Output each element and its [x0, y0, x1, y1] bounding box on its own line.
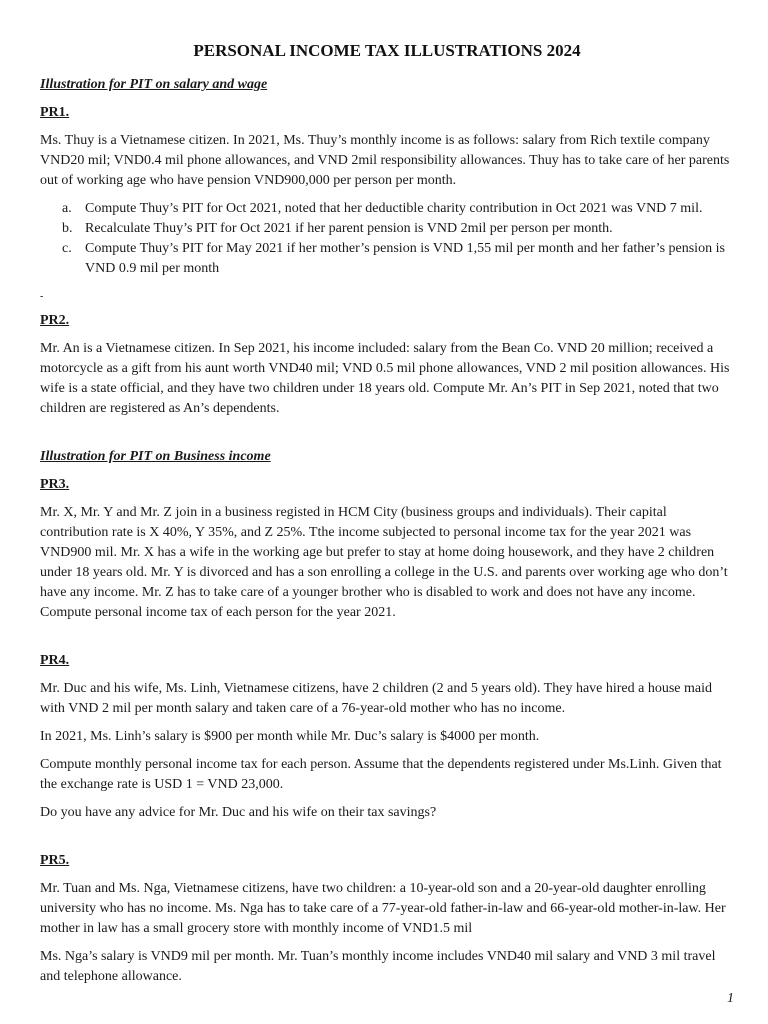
problem-heading-pr1: PR1. [40, 105, 70, 120]
task-text: Compute Thuy’s PIT for May 2021 if her mother’s pension is VND 1,55 mil per month and her father’s pension is VND 0.9 mil per month [85, 241, 725, 276]
problem-paragraph: Mr. Tuan and Ms. Nga, Vietnamese citizens, have two children: a 10-year-old son and a 20-year-old daughter enrolling university who has no income. Ms. Nga has to take care of a 77-year-old father-in-law and 66-year-old mother-in-law. Her mother in law has a small grocery store with monthly income of VND1.5 mil [40, 881, 726, 936]
task-text: Compute Thuy’s PIT for Oct 2021, noted that her deductible charity contribution in Oct 2021 was VND 7 mil. [85, 201, 703, 216]
problem-paragraph: Do you have any advice for Mr. Duc and his wife on their tax savings? [40, 805, 437, 820]
section-heading-business: Illustration for PIT on Business income [40, 449, 271, 464]
problem-heading-pr3: PR3. [40, 477, 70, 492]
task-item [40, 199, 734, 219]
spacer [40, 631, 734, 651]
task-marker: a. [62, 201, 72, 216]
task-marker: b. [62, 221, 73, 236]
document-title: PERSONAL INCOME TAX ILLUSTRATIONS 2024 [193, 41, 581, 60]
task-marker: c. [62, 241, 72, 256]
problem-heading-pr5: PR5. [40, 853, 70, 868]
task-text: Recalculate Thuy’s PIT for Oct 2021 if her parent pension is VND 2mil per person per month. [85, 221, 613, 236]
task-list-pr1 [40, 199, 734, 279]
problem-paragraph: Compute monthly personal income tax for each person. Assume that the dependents registered under Ms.Linh. Given that the exchange rate is USD 1 = VND 23,000. [40, 757, 722, 792]
task-item [40, 219, 734, 239]
spacer [40, 427, 734, 447]
spacer [40, 831, 734, 851]
problem-heading-pr4: PR4. [40, 653, 70, 668]
problem-text-pr2: Mr. An is a Vietnamese citizen. In Sep 2021, his income included: salary from the Bean Co. VND 20 million; received a motorcycle as a gift from his aunt worth VND40 mil; VND 0.5 mil phone allowances, VND 2 mil position allowances. His wife is a state official, and they have two children under 18 years old. Compute Mr. An’s PIT in Sep 2021, noted that two children are registered as An’s dependents. [40, 341, 730, 416]
problem-paragraph: In 2021, Ms. Linh’s salary is $900 per month while Mr. Duc’s salary is $4000 per month. [40, 729, 540, 744]
stray-mark: - [40, 291, 44, 302]
section-heading-salary: Illustration for PIT on salary and wage [40, 77, 268, 92]
document-page [40, 38, 734, 995]
problem-heading-pr2: PR2. [40, 313, 70, 328]
problem-text-pr1: Ms. Thuy is a Vietnamese citizen. In 2021, Ms. Thuy’s monthly income is as follows: salary from Rich textile company VND20 mil; VND0.4 mil phone allowances, and VND 2mil responsibility allowances. Thuy has to take care of her parents out of working age who have pension VND900,000 per person per month. [40, 133, 730, 188]
task-item [40, 239, 734, 279]
page-number: 1 [727, 991, 734, 1006]
problem-paragraph: Mr. Duc and his wife, Ms. Linh, Vietnamese citizens, have 2 children (2 and 5 years old). They have hired a house maid with VND 2 mil per month salary and taken care of a 76-year-old mother who has no income. [40, 681, 713, 716]
problem-text-pr3: Mr. X, Mr. Y and Mr. Z join in a business registed in HCM City (business groups and individuals). Their capital contribution rate is X 40%, Y 35%, and Z 25%. Tthe income subjected to personal income tax for the year 2021 was VND900 mil. Mr. X has a wife in the working age but prefer to stay at home doing housework, and they have 2 children under 18 years old. Mr. Y is divorced and has a son enrolling a college in the U.S. and parents over working age who don’t have any income. Mr. Z has to take care of a younger brother who is disabled to work and does not have any income. Compute personal income tax of each person for the year 2021. [40, 505, 728, 620]
problem-paragraph: Ms. Nga’s salary is VND9 mil per month. Mr. Tuan’s monthly income includes VND40 mil salary and VND 3 mil travel and telephone allowance. [40, 949, 716, 984]
